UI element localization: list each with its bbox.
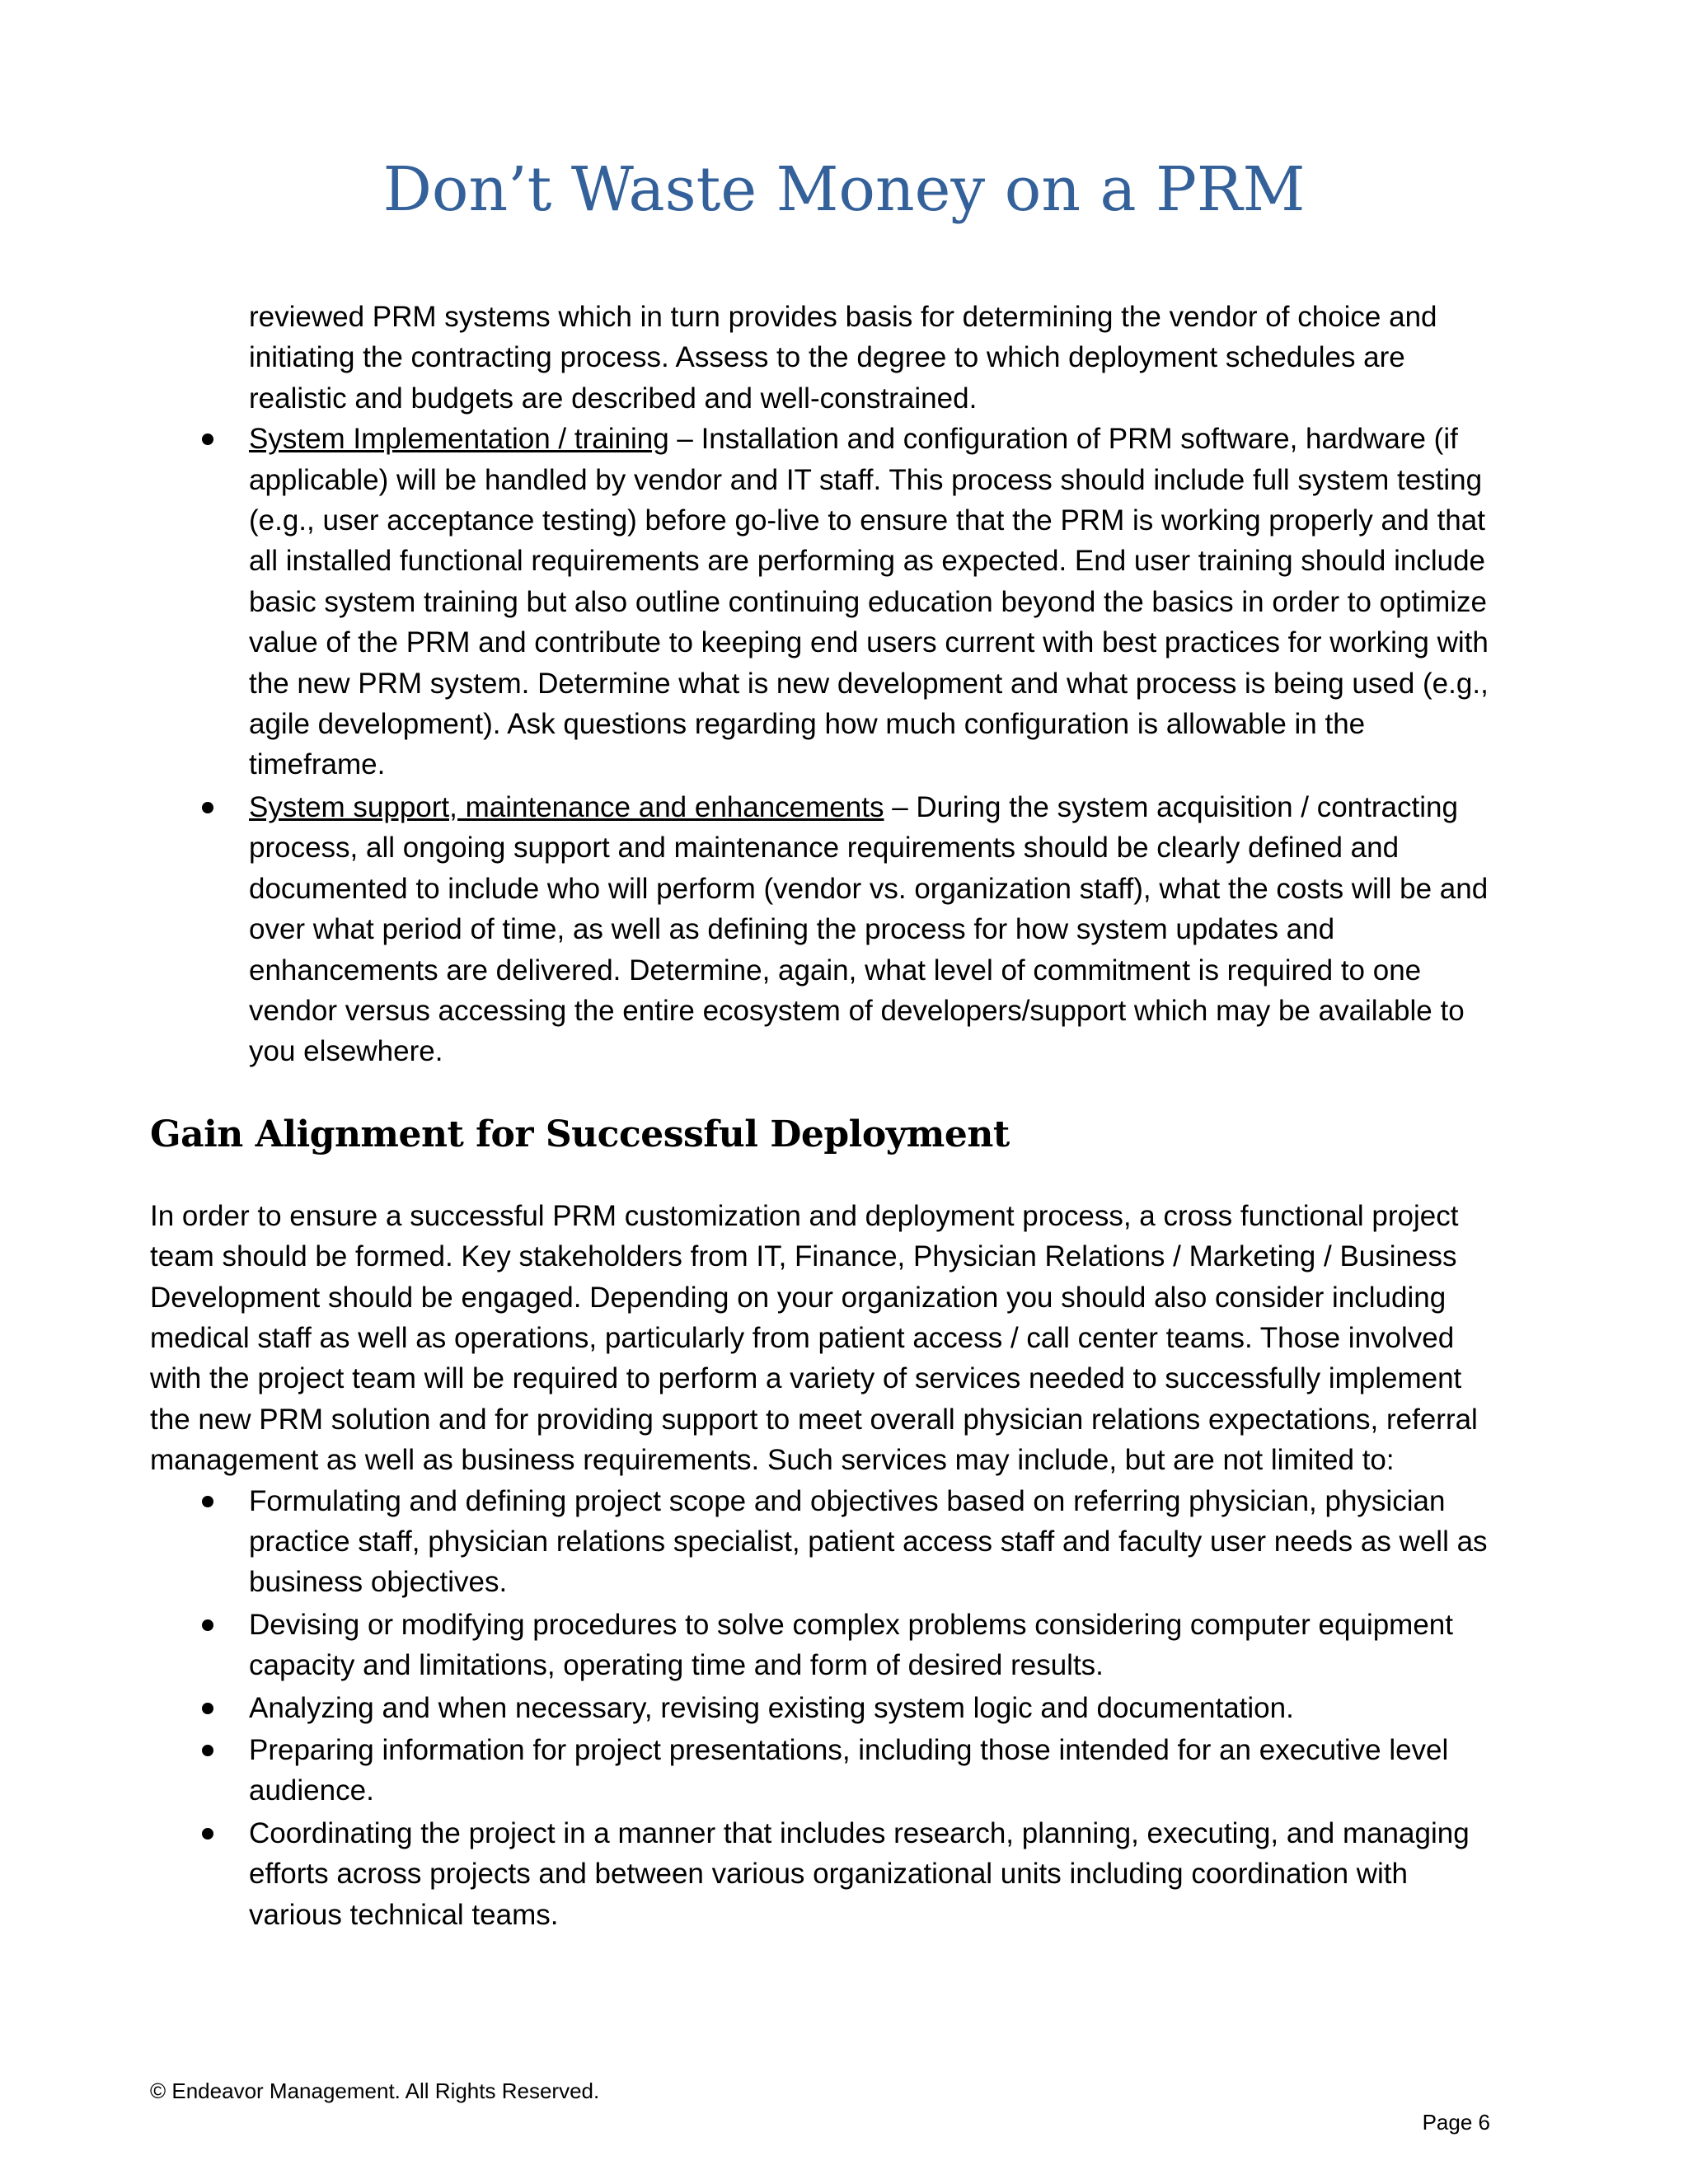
document-body [150, 297, 1502, 1937]
page-title: Don’t Waste Money on a PRM [382, 154, 1306, 225]
list-item: Formulating and defining project scope and objectives based on referring physician, physician practice staff, physician relations specialist, patient access staff and faculty user needs as well as business objectives. [150, 1481, 1502, 1603]
list-item [150, 787, 1502, 1072]
footer-copyright: © Endeavor Management. All Rights Reserved. [150, 2079, 600, 2103]
list-item: Coordinating the project in a manner that includes research, planning, executing, and managing efforts across projects and between various organizational units including coordination with various technical teams. [150, 1813, 1502, 1935]
section-heading: Gain Alignment for Successful Deployment [150, 1113, 1010, 1155]
list-item: Devising or modifying procedures to solve complex problems considering computer equipment capacity and limitations, operating time and form of desired results. [150, 1605, 1502, 1686]
bullet-text: – Installation and configuration of PRM software, hardware (if applicable) will be handled by vendor and IT staff. This process should include full system testing (e.g., user acceptance testing) before go-live to ensure that the PRM is working properly and that all installed functional requirements are performing as expected. End user training should include basic system training but also outline continuing education beyond the basics in order to optimize value of the PRM and contribute to keeping end users current with best practices for working with the new PRM system. Determine what is new development and what process is being used (e.g., agile development). Ask questions regarding how much configuration is allowable in the timeframe. [249, 423, 1489, 781]
bullet-term: System Implementation / training [249, 423, 669, 456]
section-paragraph: In order to ensure a successful PRM customization and deployment process, a cross functional project team should be formed. Key stakeholders from IT, Finance, Physician Relations / Marketing / Business Development should be engaged. Depending on your organization you should also consider including medical staff as well as operations, particularly from patient access / call center teams. Those involved with the project team will be required to perform a variety of services needed to successfully implement the new PRM solution and for providing support to meet overall physician relations expectations, referral management as well as business requirements. Such services may include, but are not limited to: [150, 1199, 1478, 1477]
bullet-text: – During the system acquisition / contracting process, all ongoing support and maintenance requirements should be clearly defined and documented to include who will perform (vendor vs. organization staff), what the costs will be and over what period of time, as well as defining the process for how system updates and enhancements are delivered. Determine, again, what level of commitment is required to one vendor versus accessing the entire ecosystem of developers/support which may be available to you elsewhere. [249, 790, 1489, 1068]
top-bullet-list [150, 419, 1502, 1072]
page-number: Page 6 [1422, 2110, 1490, 2135]
bullet-term: System support, maintenance and enhancements [249, 790, 884, 823]
services-bullet-list [150, 1481, 1502, 1935]
list-item: Analyzing and when necessary, revising existing system logic and documentation. [150, 1688, 1502, 1728]
list-item [150, 419, 1502, 785]
continuation-paragraph: reviewed PRM systems which in turn provides basis for determining the vendor of choice and initiating the contracting process. Assess to the degree to which deployment schedules are realistic and budgets are described and well-constrained. [249, 301, 1437, 415]
list-item: Preparing information for project presentations, including those intended for an executive level audience. [150, 1730, 1502, 1811]
